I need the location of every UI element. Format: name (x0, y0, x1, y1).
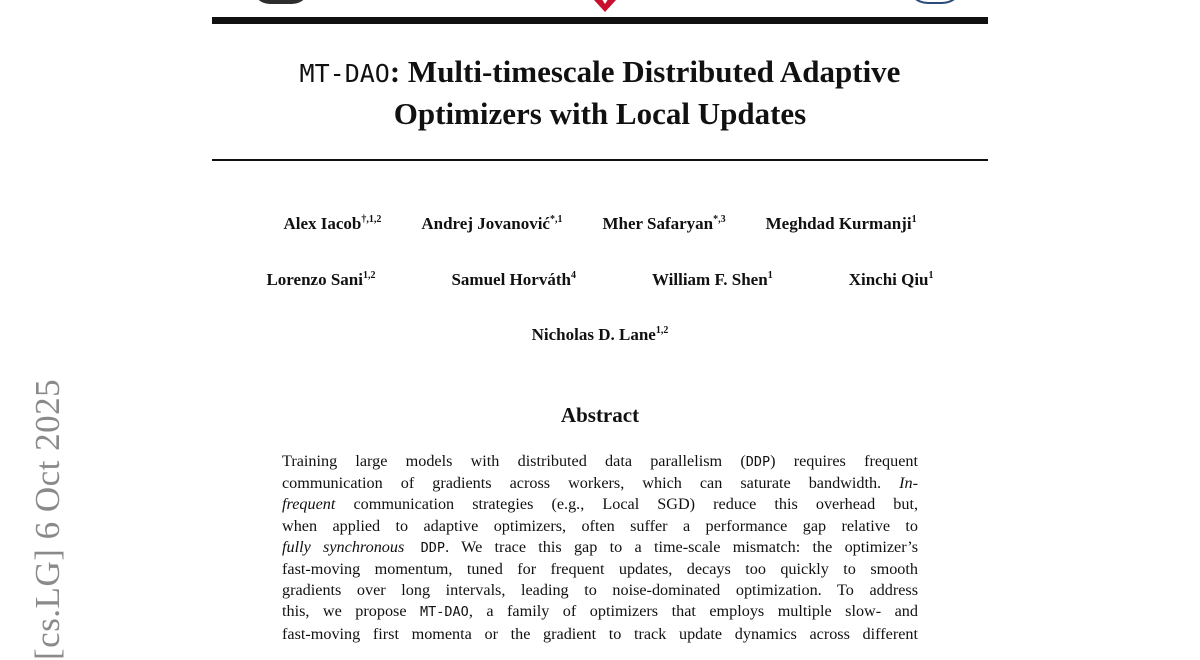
abstract-text: this, we propose (282, 602, 421, 621)
logo-right-fragment (906, 0, 964, 4)
abstract-line: fast-moving first momenta or the gradient to track update dynamics across different (282, 624, 918, 643)
abstract-line: fast-moving momentum, tuned for frequent updates, decays too quickly to smooth (282, 560, 918, 579)
author (652, 270, 773, 290)
author-row-3 (212, 325, 988, 345)
abstract-italic: In- (899, 474, 918, 493)
abstract-text: , a family of optimizers that employs multiple slow- and (468, 602, 918, 621)
author-name: Samuel Horváth (451, 270, 571, 289)
abstract-line (282, 601, 918, 623)
abstract-text: . We trace this gap to a time-scale mismatch: the optimizer’s (445, 537, 918, 556)
author-affiliation: †,1,2 (361, 214, 382, 225)
author-name: Alex Iacob (283, 214, 362, 233)
arxiv-stamp: [cs.LG] 6 Oct 2025 (28, 378, 67, 660)
title-line-2: Optimizers with Local Updates (393, 96, 807, 131)
title-line-1 (212, 52, 988, 94)
abstract-text: Training large models with distributed data parallelism ( (282, 452, 746, 470)
logo-left-fragment (252, 0, 310, 4)
author-affiliation: 1 (767, 270, 773, 281)
abstract-line: gradients over long intervals, leading to noise-dominated optimization. To address (282, 581, 918, 600)
author-name: Lorenzo Sani (266, 270, 363, 289)
author (421, 214, 562, 234)
abstract-line (282, 494, 918, 515)
abstract-italic: frequent (282, 495, 336, 514)
author-affiliation: 4 (570, 270, 576, 281)
abstract-code: DDP (745, 454, 771, 470)
author (266, 270, 375, 290)
author-name: Nicholas D. Lane (531, 325, 656, 344)
abstract-text: ) requires frequent (770, 452, 918, 470)
author-row-1 (212, 214, 988, 234)
author-row-2 (212, 270, 988, 290)
author-name: Xinchi Qiu (848, 270, 929, 289)
author-name: Meghdad Kurmanji (765, 214, 912, 233)
abstract-heading: Abstract (560, 403, 640, 427)
abstract-code: DDP (404, 539, 446, 556)
author-affiliation: *,3 (713, 214, 726, 225)
title-main: : Multi-timescale Distributed Adaptive (389, 54, 901, 89)
title-top-rule (212, 17, 988, 24)
abstract-line (282, 537, 918, 559)
author-affiliation: 1 (928, 270, 934, 281)
abstract-line: when applied to adaptive optimizers, often suffer a performance gap relative to (282, 516, 918, 535)
author-affiliation: 1,2 (362, 270, 376, 281)
author-name: Andrej Jovanović (421, 214, 550, 233)
abstract-text: communication of gradients across workers, which can saturate bandwidth. (282, 474, 900, 493)
author (283, 214, 381, 234)
author (451, 270, 575, 290)
author-affiliation: *,1 (549, 214, 563, 225)
abstract-body (282, 451, 918, 645)
title-bottom-rule (212, 159, 988, 161)
abstract-line (282, 451, 918, 473)
abstract-line (282, 473, 918, 494)
author (849, 270, 934, 290)
author-affiliation: 1 (911, 214, 917, 225)
author-affiliation: 1,2 (655, 325, 669, 336)
author (766, 214, 917, 234)
author-name: William F. Shen (651, 270, 768, 289)
author-name: Mher Safaryan (602, 214, 714, 233)
abstract-text: communication strategies (e.g., Local SGD) reduce this overhead but, (335, 495, 918, 514)
abstract-italic: fully synchronous (282, 537, 405, 556)
author (532, 325, 669, 345)
abstract-code: MT-DAO (420, 604, 469, 621)
paper-title (212, 52, 988, 134)
author (602, 214, 725, 234)
title-prefix: MT-DAO (299, 59, 390, 88)
